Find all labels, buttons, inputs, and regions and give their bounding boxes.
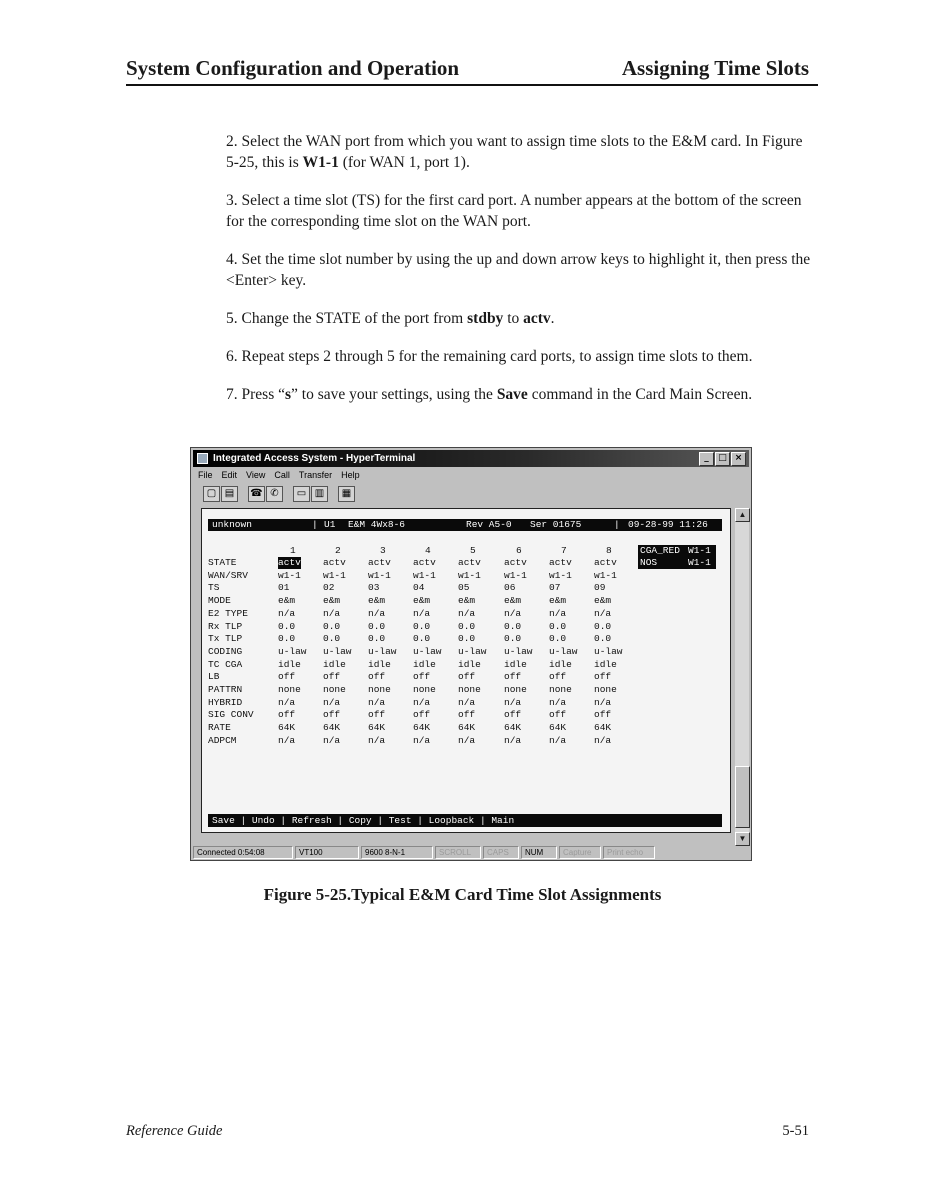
setting-cell[interactable]: none xyxy=(504,684,527,695)
setting-cell[interactable]: 0.0 xyxy=(413,620,431,632)
setting-cell[interactable]: n/a xyxy=(368,734,386,746)
setting-cell[interactable]: w1-1 xyxy=(413,569,436,581)
setting-cell[interactable]: actv xyxy=(278,557,301,568)
command-line[interactable]: Save | Undo | Refresh | Copy | Test | Loopback | Main xyxy=(208,814,722,827)
port-column-header: 6 xyxy=(516,545,522,556)
status-pane: Print echo xyxy=(603,846,655,859)
setting-cell[interactable]: n/a xyxy=(413,607,431,619)
setting-cell[interactable]: 0.0 xyxy=(594,633,612,645)
setting-cell[interactable]: none xyxy=(549,684,572,695)
setting-cell[interactable]: n/a xyxy=(504,734,522,746)
setting-cell[interactable]: 0.0 xyxy=(504,620,522,632)
status-pane: 9600 8-N-1 xyxy=(361,846,433,859)
setting-cell[interactable]: actv xyxy=(594,557,617,568)
setting-cell[interactable]: 64K xyxy=(549,722,567,734)
setting-cell[interactable]: off xyxy=(594,709,612,721)
setting-cell[interactable]: 0.0 xyxy=(458,620,476,632)
setting-cell[interactable]: 02 xyxy=(323,582,335,594)
setting-cell[interactable]: off xyxy=(278,671,296,683)
setting-cell[interactable]: idle xyxy=(594,658,617,670)
setting-cell[interactable]: n/a xyxy=(323,734,341,746)
port-column-header: 3 xyxy=(380,545,386,556)
status-pane: NUM xyxy=(521,846,557,859)
row-label: Rx TLP xyxy=(208,620,243,632)
alarm-name: NOS xyxy=(640,557,658,568)
port-column-header: 5 xyxy=(470,545,476,556)
menu-transfer[interactable]: Transfer xyxy=(298,470,333,480)
setting-cell[interactable]: 64K xyxy=(594,722,612,734)
setting-cell[interactable]: off xyxy=(458,709,476,721)
terminal-status-line xyxy=(208,519,722,531)
setting-cell[interactable]: n/a xyxy=(458,734,476,746)
setting-cell[interactable]: e&m xyxy=(413,595,431,607)
setting-cell[interactable]: 64K xyxy=(458,722,476,734)
setting-cell[interactable]: n/a xyxy=(278,607,296,619)
card-serial: Ser 01675 xyxy=(530,519,582,530)
setting-cell[interactable]: off xyxy=(368,671,386,683)
status-pane: Connected 0:54:08 xyxy=(193,846,293,859)
row-label: CODING xyxy=(208,645,243,657)
setting-cell[interactable]: n/a xyxy=(413,696,431,708)
setting-cell[interactable]: e&m xyxy=(368,595,386,607)
setting-cell[interactable]: u-law xyxy=(368,645,397,657)
port-column-header: 7 xyxy=(561,545,567,556)
step-5: 5. Change the STATE of the port from stdby to actv. xyxy=(226,310,555,327)
setting-cell[interactable]: off xyxy=(368,709,386,721)
system-name: unknown xyxy=(212,519,252,530)
setting-cell[interactable]: off xyxy=(549,671,567,683)
setting-cell[interactable]: none xyxy=(413,684,436,695)
menu-file[interactable]: File xyxy=(198,470,213,480)
setting-cell[interactable]: off xyxy=(594,671,612,683)
header-rule xyxy=(126,84,818,86)
setting-cell[interactable]: w1-1 xyxy=(368,569,391,581)
setting-cell[interactable]: off xyxy=(413,671,431,683)
setting-cell[interactable]: w1-1 xyxy=(594,569,617,581)
status-pane: CAPS xyxy=(483,846,519,859)
setting-cell[interactable]: n/a xyxy=(549,607,567,619)
maximize-button[interactable]: □ xyxy=(715,452,730,466)
receive-icon[interactable]: ▥ xyxy=(311,486,328,502)
setting-cell[interactable]: idle xyxy=(458,658,481,670)
date-time: 09-28-99 11:26 xyxy=(628,519,708,530)
card-revision: Rev A5-0 xyxy=(466,519,512,530)
alarm-name: CGA_RED xyxy=(640,545,680,556)
setting-cell[interactable]: 64K xyxy=(413,722,431,734)
row-label: ADPCM xyxy=(208,734,237,746)
setting-cell[interactable]: none xyxy=(594,684,617,695)
hyperterminal-app-icon[interactable] xyxy=(197,453,208,464)
step-2: 2. Select the WAN port from which you want to assign time slots to the E&M card. In Figure 5-25, this is W1-1 (for WAN 1, port 1). xyxy=(226,133,803,171)
alarm-port: W1-1 xyxy=(688,557,711,568)
status-pane: VT100 xyxy=(295,846,359,859)
setting-cell[interactable]: w1-1 xyxy=(549,569,572,581)
setting-cell[interactable]: u-law xyxy=(594,645,623,657)
row-label: PATTRN xyxy=(208,684,243,695)
setting-cell[interactable]: actv xyxy=(413,557,436,568)
window-title: Integrated Access System - HyperTerminal xyxy=(213,453,416,464)
window-titlebar[interactable] xyxy=(193,450,749,467)
terminal-screen[interactable] xyxy=(201,508,731,833)
port-column-header: 8 xyxy=(606,545,612,556)
row-label: E2 TYPE xyxy=(208,607,248,619)
scroll-down-arrow[interactable]: ▼ xyxy=(735,832,750,846)
row-label: WAN/SRV xyxy=(208,569,248,581)
setting-cell[interactable]: n/a xyxy=(323,607,341,619)
minimize-button[interactable]: _ xyxy=(699,452,714,466)
setting-cell[interactable]: off xyxy=(504,671,522,683)
toolbar xyxy=(193,484,749,504)
port-column-header: 1 xyxy=(290,545,296,556)
setting-cell[interactable]: 07 xyxy=(549,582,561,594)
running-header-section: Assigning Time Slots xyxy=(621,56,809,80)
setting-cell[interactable]: n/a xyxy=(458,696,476,708)
row-label: HYBRID xyxy=(208,696,243,708)
step-6: 6. Repeat steps 2 through 5 for the remaining card ports, to assign time slots to them. xyxy=(226,348,753,365)
setting-cell[interactable]: 03 xyxy=(368,582,380,594)
setting-cell[interactable]: idle xyxy=(278,658,301,670)
setting-cell[interactable]: none xyxy=(458,684,481,695)
step-7: 7. Press “s” to save your settings, using the Save command in the Card Main Screen. xyxy=(226,386,753,403)
setting-cell[interactable]: off xyxy=(413,709,431,721)
setting-cell[interactable]: 0.0 xyxy=(368,620,386,632)
row-label: MODE xyxy=(208,595,231,607)
setting-cell[interactable]: 0.0 xyxy=(323,633,341,645)
setting-cell[interactable]: idle xyxy=(549,658,572,670)
setting-cell[interactable]: e&m xyxy=(504,595,522,607)
status-pane: Capture xyxy=(559,846,601,859)
setting-cell[interactable]: 0.0 xyxy=(549,620,567,632)
status-bar xyxy=(193,846,749,859)
setting-cell[interactable]: n/a xyxy=(278,696,296,708)
scroll-thumb[interactable] xyxy=(735,766,750,828)
setting-cell[interactable]: u-law xyxy=(504,645,533,657)
setting-cell[interactable]: 0.0 xyxy=(458,633,476,645)
setting-cell[interactable]: none xyxy=(368,684,391,695)
setting-cell[interactable]: 0.0 xyxy=(549,633,567,645)
setting-cell[interactable]: n/a xyxy=(323,696,341,708)
card-slot: U1 xyxy=(324,519,336,530)
setting-cell[interactable]: 09 xyxy=(594,582,606,594)
setting-cell[interactable]: 0.0 xyxy=(323,620,341,632)
setting-cell[interactable]: actv xyxy=(549,557,572,568)
card-type: E&M 4Wx8-6 xyxy=(348,519,406,530)
properties-icon[interactable]: ▦ xyxy=(338,486,355,502)
disconnect-icon[interactable]: ✆ xyxy=(266,486,283,502)
setting-cell[interactable]: off xyxy=(323,709,341,721)
setting-cell[interactable]: n/a xyxy=(368,607,386,619)
step-3: 3. Select a time slot (TS) for the first card port. A number appears at the bottom of the screen for the corresponding time slot on the WAN port. xyxy=(226,192,802,230)
setting-cell[interactable]: n/a xyxy=(594,734,612,746)
port-column-header: 2 xyxy=(335,545,341,556)
setting-cell[interactable]: w1-1 xyxy=(278,569,301,581)
footer-title: Reference Guide xyxy=(126,1123,223,1139)
setting-cell[interactable]: off xyxy=(549,709,567,721)
setting-cell[interactable]: w1-1 xyxy=(323,569,346,581)
setting-cell[interactable]: n/a xyxy=(594,696,612,708)
setting-cell[interactable]: e&m xyxy=(323,595,341,607)
setting-cell[interactable]: 01 xyxy=(278,582,290,594)
setting-cell[interactable]: u-law xyxy=(458,645,487,657)
setting-cell[interactable]: n/a xyxy=(504,607,522,619)
setting-cell[interactable]: actv xyxy=(368,557,391,568)
setting-cell[interactable]: off xyxy=(458,671,476,683)
connect-icon[interactable]: ☎ xyxy=(248,486,265,502)
setting-cell[interactable]: off xyxy=(504,709,522,721)
row-label: STATE xyxy=(208,557,237,568)
alarm-cga-red xyxy=(638,545,716,557)
setting-cell[interactable]: e&m xyxy=(278,595,296,607)
setting-cell[interactable]: actv xyxy=(504,557,527,568)
setting-cell[interactable]: w1-1 xyxy=(504,569,527,581)
alarm-nos xyxy=(638,557,716,569)
setting-cell[interactable]: w1-1 xyxy=(458,569,481,581)
setting-cell[interactable]: n/a xyxy=(549,734,567,746)
setting-cell[interactable]: 0.0 xyxy=(504,633,522,645)
setting-cell[interactable]: 06 xyxy=(504,582,516,594)
menu-bar xyxy=(193,468,749,482)
row-label: LB xyxy=(208,671,220,683)
menu-view[interactable]: View xyxy=(246,470,266,480)
setting-cell[interactable]: 0.0 xyxy=(594,620,612,632)
running-header-title: System Configuration and Operation xyxy=(126,56,460,80)
setting-cell[interactable]: 0.0 xyxy=(278,633,296,645)
instruction-steps xyxy=(226,131,818,422)
status-pane: SCROLL xyxy=(435,846,481,859)
setting-cell[interactable]: n/a xyxy=(504,696,522,708)
row-label: SIG CONV xyxy=(208,709,254,721)
setting-cell[interactable]: u-law xyxy=(549,645,578,657)
setting-cell[interactable]: n/a xyxy=(458,607,476,619)
row-label: TC CGA xyxy=(208,658,243,670)
setting-cell[interactable]: n/a xyxy=(594,607,612,619)
open-icon[interactable]: ▤ xyxy=(221,486,238,502)
row-label: RATE xyxy=(208,722,231,734)
setting-cell[interactable]: u-law xyxy=(323,645,352,657)
setting-cell[interactable]: u-law xyxy=(413,645,442,657)
setting-cell[interactable]: idle xyxy=(504,658,527,670)
setting-cell[interactable]: 05 xyxy=(458,582,470,594)
setting-cell[interactable]: 64K xyxy=(323,722,341,734)
setting-cell[interactable]: n/a xyxy=(549,696,567,708)
vertical-scrollbar[interactable] xyxy=(735,508,749,846)
alarm-port: W1-1 xyxy=(688,545,711,556)
row-label: TS xyxy=(208,582,220,594)
scroll-up-arrow[interactable]: ▲ xyxy=(735,508,750,522)
send-icon[interactable]: ▭ xyxy=(293,486,310,502)
setting-cell[interactable]: 0.0 xyxy=(413,633,431,645)
setting-cell[interactable]: idle xyxy=(413,658,436,670)
setting-cell[interactable]: n/a xyxy=(278,734,296,746)
menu-call[interactable]: Call xyxy=(274,470,290,480)
step-4: 4. Set the time slot number by using the up and down arrow keys to highlight it, then press the <Enter> key. xyxy=(226,251,811,289)
setting-cell[interactable]: 64K xyxy=(278,722,296,734)
figure-caption: Figure 5-25.Typical E&M Card Time Slot Assignments xyxy=(263,885,662,904)
setting-cell[interactable]: n/a xyxy=(368,696,386,708)
divider: | xyxy=(312,519,318,530)
setting-cell[interactable]: e&m xyxy=(549,595,567,607)
setting-cell[interactable]: 04 xyxy=(413,582,425,594)
page-number: 5-51 xyxy=(782,1123,809,1139)
setting-cell[interactable]: 64K xyxy=(368,722,386,734)
row-label: Tx TLP xyxy=(208,633,243,645)
menu-edit[interactable]: Edit xyxy=(221,470,238,480)
divider: | xyxy=(614,519,620,530)
setting-cell[interactable]: n/a xyxy=(413,734,431,746)
hyperterminal-window xyxy=(190,447,752,861)
setting-cell[interactable]: 64K xyxy=(504,722,522,734)
setting-cell[interactable]: actv xyxy=(458,557,481,568)
setting-cell[interactable]: e&m xyxy=(458,595,476,607)
setting-cell[interactable]: none xyxy=(323,684,346,695)
setting-cell[interactable]: off xyxy=(323,671,341,683)
setting-cell[interactable]: 0.0 xyxy=(368,633,386,645)
setting-cell[interactable]: off xyxy=(278,709,296,721)
close-button[interactable]: × xyxy=(731,452,746,466)
setting-cell[interactable]: actv xyxy=(323,557,346,568)
port-column-header: 4 xyxy=(425,545,431,556)
setting-cell[interactable]: none xyxy=(278,684,301,695)
setting-cell[interactable]: u-law xyxy=(278,645,307,657)
menu-help[interactable]: Help xyxy=(341,470,360,480)
setting-cell[interactable]: idle xyxy=(323,658,346,670)
setting-cell[interactable]: 0.0 xyxy=(278,620,296,632)
setting-cell[interactable]: e&m xyxy=(594,595,612,607)
new-icon[interactable]: ▢ xyxy=(203,486,220,502)
setting-cell[interactable]: idle xyxy=(368,658,391,670)
